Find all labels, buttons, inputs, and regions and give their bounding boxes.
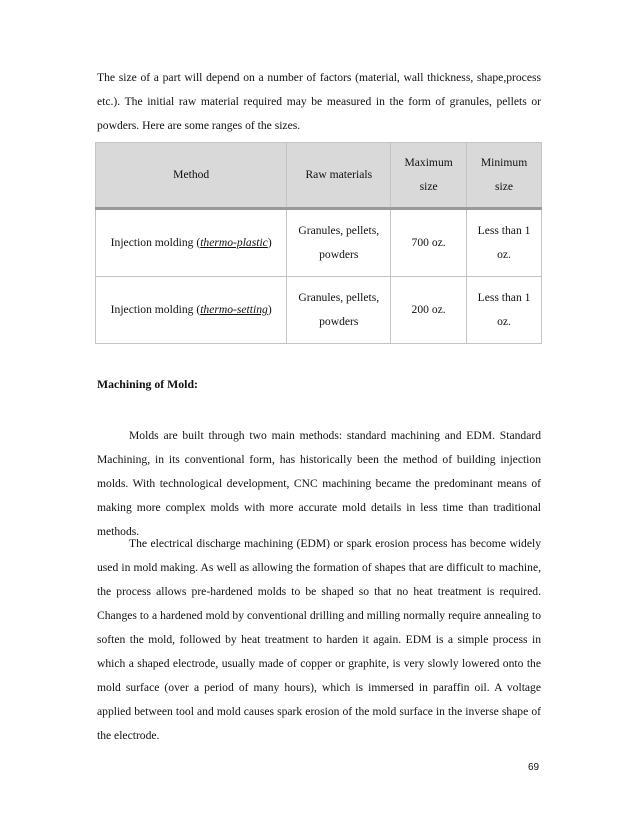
header-minimum-size: Minimum size [467, 143, 542, 209]
maximum-size-cell: 200 oz. [391, 277, 467, 344]
table-row [96, 209, 542, 277]
raw-materials-cell: Granules, pellets, powders [287, 277, 391, 344]
header-raw-materials: Raw materials [287, 143, 391, 209]
size-ranges-table [95, 142, 542, 344]
raw-materials-cell: Granules, pellets, powders [287, 209, 391, 277]
header-maximum-size: Maximum size [391, 143, 467, 209]
method-cell: Injection molding (thermo-plastic) [96, 209, 287, 277]
page-number: 69 [528, 762, 540, 773]
machining-paragraph: Molds are built through two main methods: standard machining and EDM. Standard Machining, in its conventional form, has historically been the method of building injection molds. With technological development, CNC machining became the predominant means of making more complex molds with more accurate mold details in less time than traditional methods. [97, 429, 541, 538]
maximum-size-cell: 700 oz. [391, 209, 467, 277]
table-row [96, 277, 542, 344]
intro-paragraph: The size of a part will depend on a number of factors (material, wall thickness, shape,process etc.). The initial raw material required may be measured in the form of granules, pellets or powders. Here are some ranges of the sizes. [97, 71, 541, 132]
minimum-size-cell: Less than 1 oz. [467, 209, 542, 277]
section-heading: Machining of Mold: [97, 377, 198, 391]
edm-paragraph: The electrical discharge machining (EDM) or spark erosion process has become widely used in mold making. As well as allowing the formation of shapes that are difficult to machine, the process allows pre-hardened molds to be shaped so that no heat treatment is required. Changes to a hardened mold by conventional drilling and milling normally require annealing to soften the mold, followed by heat treatment to harden it again. EDM is a simple process in which a shaped electrode, usually made of copper or graphite, is very slowly lowered onto the mold surface (over a period of many hours), which is immersed in paraffin oil. A voltage applied between tool and mold causes spark erosion of the mold surface in the inverse shape of the electrode. [97, 537, 541, 742]
header-method: Method [96, 143, 287, 209]
method-italic: thermo-plastic [200, 236, 268, 249]
minimum-size-cell: Less than 1 oz. [467, 277, 542, 344]
method-cell: Injection molding (thermo-setting) [96, 277, 287, 344]
table-header-row [96, 143, 542, 209]
method-italic: thermo-setting [200, 303, 268, 316]
